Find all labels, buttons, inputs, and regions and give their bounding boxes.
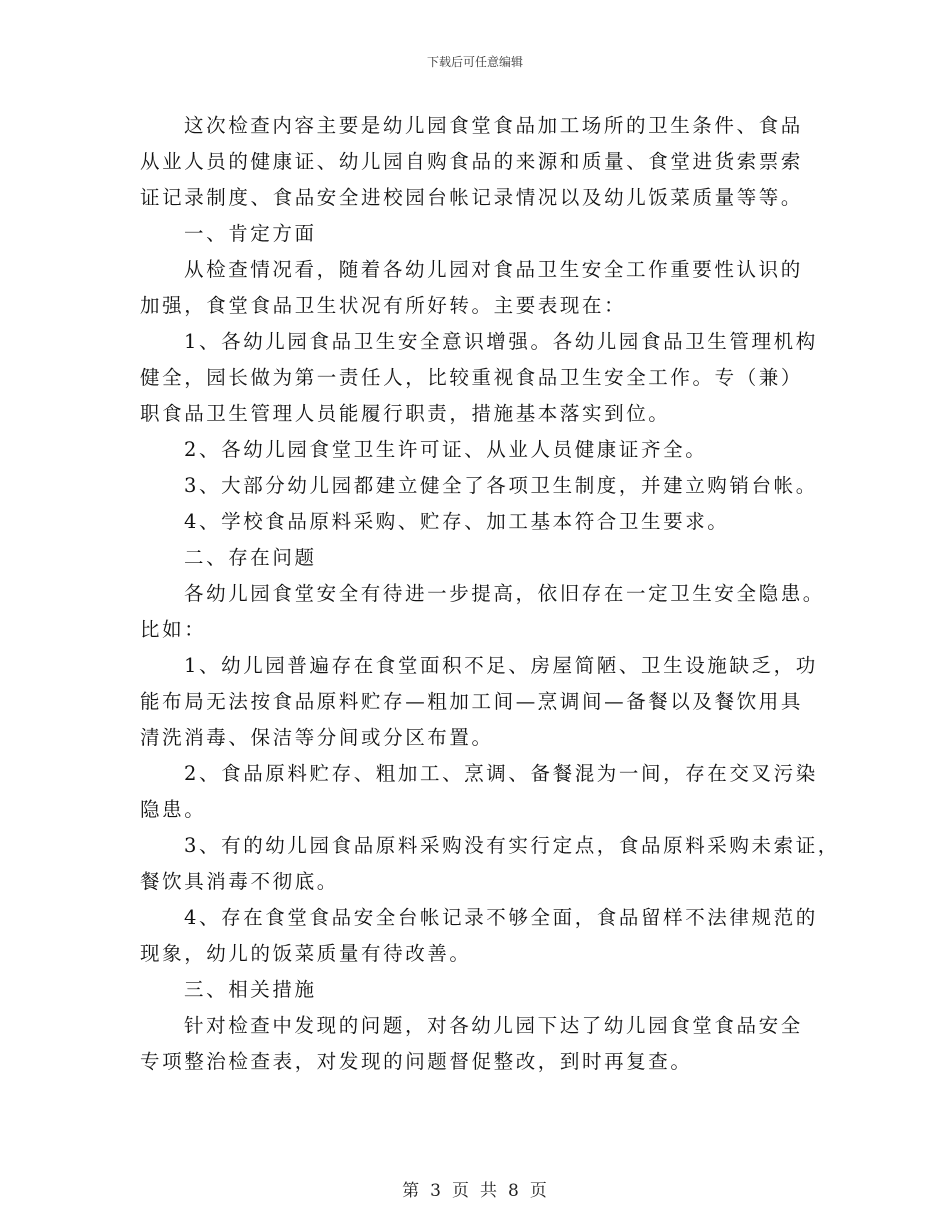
body-line: 4、学校食品原料采购、贮存、加工基本符合卫生要求。 [184,510,730,533]
body-line: 从业人员的健康证、幼儿园自购食品的来源和质量、食堂进货索票索 [140,150,804,173]
footer-unit-label: 页 [452,1181,470,1201]
body-line: 3、大部分幼儿园都建立健全了各项卫生制度，并建立购销台帐。 [184,474,818,497]
body-line: 1、各幼儿园食品卫生安全意识增强。各幼儿园食品卫生管理机构 [184,330,818,353]
body-line: 比如： [140,618,207,641]
page-footer [0,1176,950,1201]
body-line: 证记录制度、食品安全进校园台帐记录情况以及幼儿饭菜质量等等。 [140,186,804,209]
body-line: 加强，食堂食品卫生状况有所好转。主要表现在： [140,294,627,317]
body-line: 针对检查中发现的问题，对各幼儿园下达了幼儿园食堂食品安全 [184,1014,803,1037]
body-line: 2、各幼儿园食堂卫生许可证、从业人员健康证齐全。 [184,438,708,461]
document-body [140,108,840,1080]
body-line: 隐患。 [140,798,207,821]
body-line: 2、食品原料贮存、粗加工、烹调、备餐混为一间，存在交叉污染 [184,762,818,785]
footer-total-pages: 8 [508,1181,520,1201]
body-line: 3、有的幼儿园食品原料采购没有实行定点，食品原料采购未索证， [184,834,840,857]
body-line: 餐饮具消毒不彻底。 [140,870,339,893]
body-line: 清洗消毒、保洁等分间或分区布置。 [140,726,494,749]
footer-page-label: 第 [402,1181,421,1201]
body-line: 现象，幼儿的饭菜质量有待改善。 [140,942,472,965]
section-heading: 三、相关措施 [184,978,317,1001]
footer-current-page: 3 [430,1181,442,1201]
section-heading: 一、肯定方面 [184,222,317,245]
body-line: 从检查情况看，随着各幼儿园对食品卫生安全工作重要性认识的 [184,258,803,281]
footer-total-label: 共 [480,1181,498,1201]
body-line: 能布局无法按食品原料贮存—粗加工间—烹调间—备餐以及餐饮用具 [140,690,804,713]
page-header: 下载后可任意编辑 [426,55,523,69]
body-line: 这次检查内容主要是幼儿园食堂食品加工场所的卫生条件、食品 [184,114,803,137]
body-line: 职食品卫生管理人员能履行职责，措施基本落实到位。 [140,402,671,425]
body-line: 健全，园长做为第一责任人，比较重视食品卫生安全工作。专（兼） [140,366,804,389]
section-heading: 二、存在问题 [184,546,317,569]
body-line: 1、幼儿园普遍存在食堂面积不足、房屋简陋、卫生设施缺乏，功 [184,654,818,677]
footer-unit-end-label: 页 [529,1181,548,1201]
body-line: 专项整治检查表，对发现的问题督促整改，到时再复查。 [140,1050,693,1073]
body-line: 各幼儿园食堂安全有待进一步提高，依旧存在一定卫生安全隐患。 [184,582,825,605]
body-line: 4、存在食堂食品安全台帐记录不够全面，食品留样不法律规范的 [184,906,818,929]
